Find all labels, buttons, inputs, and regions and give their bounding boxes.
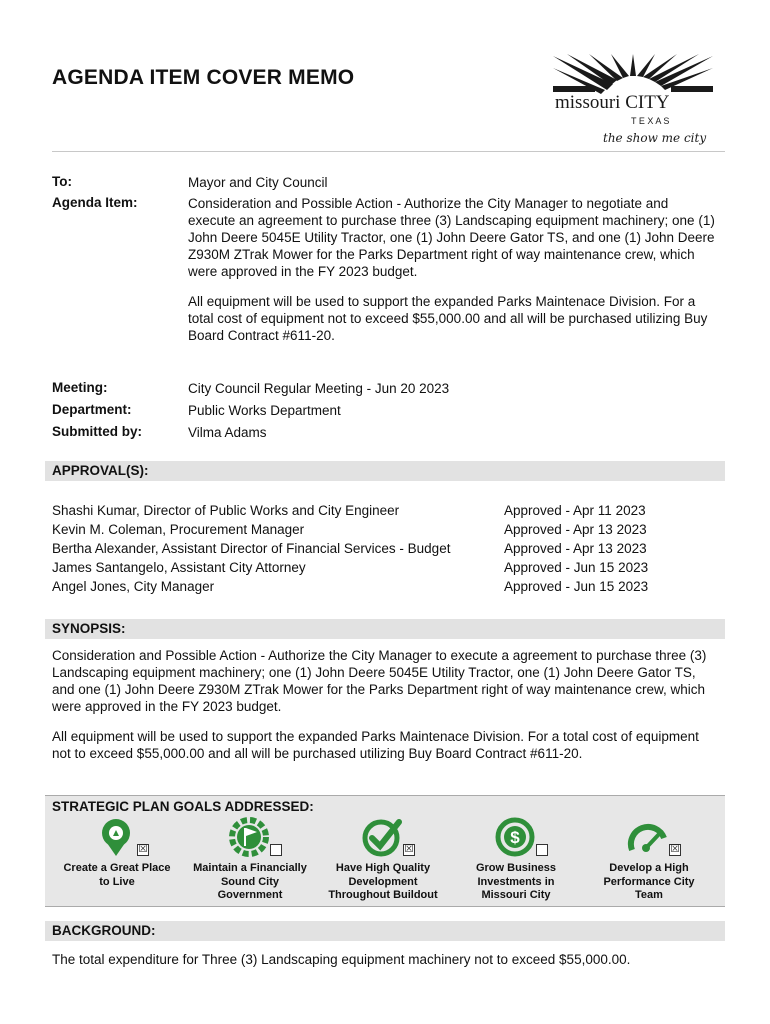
- goal-financially-sound: [183, 816, 317, 904]
- goal-label: [449, 862, 583, 903]
- approvals-header: [45, 461, 725, 481]
- goal-checkbox[interactable]: ☒: [138, 844, 148, 855]
- goal-label-line: Create a Great Place: [63, 862, 171, 874]
- background-heading: BACKGROUND:: [52, 923, 156, 938]
- goal-label-line: Sound City: [220, 875, 280, 888]
- header-divider: [52, 151, 725, 152]
- goal-label: [183, 862, 317, 903]
- goal-label: [582, 862, 716, 903]
- goal-great-place: [50, 816, 184, 904]
- approval-status: Approved - Apr 13 2023: [504, 541, 647, 556]
- synopsis-header: [45, 619, 725, 639]
- goal-label-line: Team: [635, 889, 663, 901]
- submitted-by-value: Vilma Adams: [188, 425, 267, 440]
- dollar-icon: [494, 816, 536, 858]
- goal-label-line: Throughout Buildout: [328, 889, 438, 901]
- approval-status: Approved - Jun 15 2023: [504, 560, 649, 575]
- goal-label-line: Missouri City: [481, 889, 551, 901]
- approver-name: James Santangelo, Assistant City Attorney: [52, 560, 306, 575]
- goal-label-line: Performance City: [603, 875, 695, 888]
- flag-gear-icon: [228, 816, 270, 858]
- goal-label-line: to Live: [99, 875, 135, 888]
- goal-business-investments: [449, 816, 583, 904]
- approver-name: Bertha Alexander, Assistant Director of Financial Services - Budget: [52, 541, 451, 556]
- strategic-goals-heading: STRATEGIC PLAN GOALS ADDRESSED:: [52, 799, 314, 814]
- background-text: The total expenditure for Three (3) Landscaping equipment machinery not to exceed $55,000.00.: [52, 952, 631, 967]
- submitted-by-label: Submitted by:: [52, 424, 142, 439]
- goal-label-line: Investments in: [477, 875, 555, 888]
- goal-quality-development: [316, 816, 450, 904]
- logo-tagline: the show me city: [603, 131, 707, 145]
- logo-state: T E X A S: [631, 116, 670, 126]
- synopsis-heading: SYNOPSIS:: [52, 621, 126, 636]
- approval-status: Approved - Apr 11 2023: [504, 503, 646, 518]
- to-label: To:: [52, 174, 72, 189]
- goal-checkbox[interactable]: ☒: [670, 844, 680, 855]
- approval-status: Approved - Jun 15 2023: [504, 579, 649, 594]
- department-label: Department:: [52, 402, 132, 417]
- approver-name: Kevin M. Coleman, Procurement Manager: [52, 522, 305, 537]
- city-logo: [553, 54, 713, 150]
- location-pin-icon: [95, 816, 137, 858]
- approver-name: Angel Jones, City Manager: [52, 579, 215, 594]
- svg-text:$: $: [510, 828, 520, 847]
- goal-label-line: Grow Business: [475, 862, 557, 874]
- synopsis-text: Consideration and Possible Action - Authorize the City Manager to execute a agreement to purchase three (3) Landscaping equipment machinery; one (1) John Deere 5045E Utility Tractor, one (1) John Deere Gator TS, and one (1) John Deere Z930M ZTrak Mower for the Parks Department right of way maintenance crew, which were approved in the FY 2023 budget.: [52, 648, 707, 714]
- logo-name: missouri CITY: [555, 92, 670, 113]
- sunburst-logo-icon: [553, 54, 713, 150]
- department-value: Public Works Department: [188, 403, 341, 418]
- meeting-label: Meeting:: [52, 380, 108, 395]
- agenda-item-text: Consideration and Possible Action - Authorize the City Manager to negotiate and execute an agreement to purchase three (3) Landscaping equipment machinery; one (1) John Deere 5045E Utility Tractor, one (1) John Deere Gator TS, and one (1) John Deere Z930M ZTrak Mower for the Parks Department right of way maintenance crew, which were approved in the FY 2023 budget.: [188, 196, 715, 279]
- agenda-item-label: Agenda Item:: [52, 195, 138, 210]
- goal-label-line: Have High Quality: [335, 862, 431, 874]
- approval-status: Approved - Apr 13 2023: [504, 522, 647, 537]
- strategic-goals-panel: [45, 795, 725, 907]
- goal-label: [316, 862, 450, 903]
- gauge-icon: [627, 816, 669, 858]
- approver-name: Shashi Kumar, Director of Public Works and City Engineer: [52, 503, 400, 518]
- agenda-item-text-2: All equipment will be used to support the expanded Parks Maintenace Division. For a total cost of equipment not to exceed $55,000.00 and all will be purchased utilizing Buy Board Contract #611-20.: [188, 294, 708, 343]
- goal-label-line: Maintain a Financially: [193, 862, 307, 874]
- goal-label-line: Government: [217, 889, 283, 901]
- checkmark-icon: [361, 816, 403, 858]
- goal-label: [50, 862, 184, 889]
- meeting-value: City Council Regular Meeting - Jun 20 2023: [188, 381, 450, 396]
- goal-label-line: Development: [348, 875, 418, 888]
- approvals-heading: APPROVAL(S):: [52, 463, 149, 478]
- background-header: [45, 921, 725, 941]
- goal-label-line: Develop a High: [609, 862, 689, 874]
- goal-high-performance: [582, 816, 716, 904]
- to-value: Mayor and City Council: [188, 175, 328, 190]
- goal-checkbox[interactable]: ☒: [404, 844, 414, 855]
- synopsis-text-2: All equipment will be used to support the expanded Parks Maintenace Division. For a total cost of equipment not to exceed $55,000.00 and all will be purchased utilizing Buy Board Contract #611-20.: [52, 729, 699, 761]
- goal-checkbox[interactable]: [536, 844, 548, 856]
- goal-checkbox[interactable]: [270, 844, 282, 856]
- page-title: AGENDA ITEM COVER MEMO: [52, 66, 355, 89]
